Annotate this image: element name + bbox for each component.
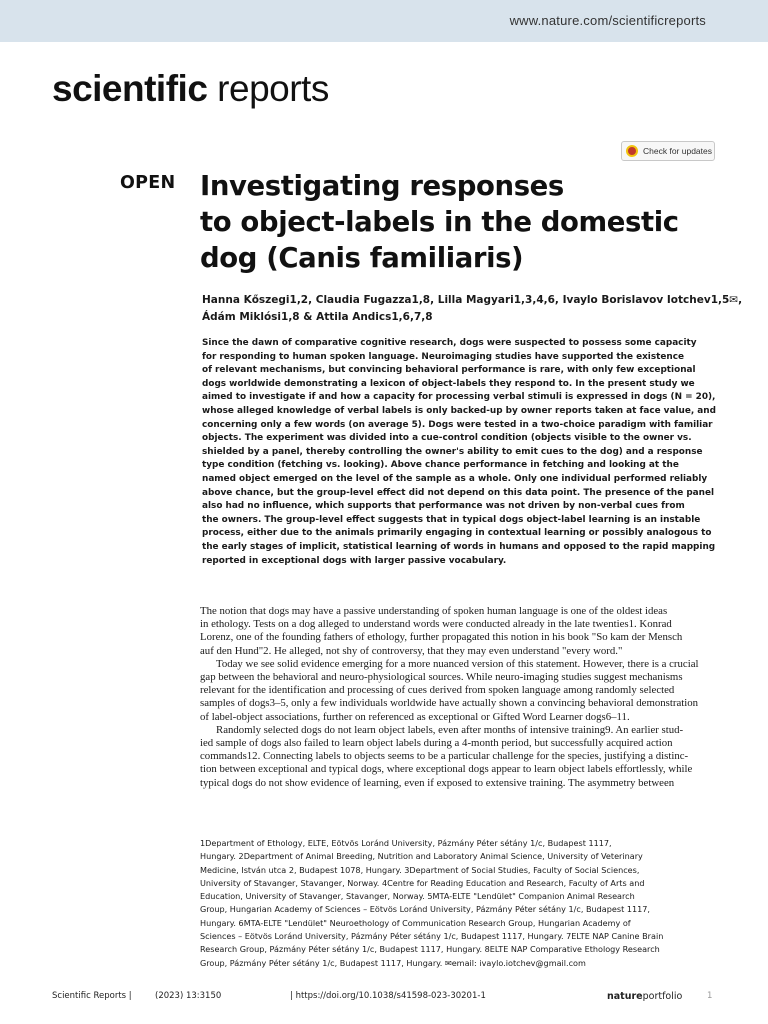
abstract-line: for responding to human spoken language. Neuroimaging studies have supported the existence xyxy=(202,351,684,362)
article-title xyxy=(200,168,720,276)
abstract-line: Since the dawn of comparative cognitive research, dogs were suspected to possess some capacity xyxy=(202,338,697,348)
author-list xyxy=(202,292,743,326)
journal-logo-bold: scientific xyxy=(52,68,208,109)
abstract-line: of relevant mechanisms, but convincing behavioral performance is rare, with only few exceptional xyxy=(202,365,696,376)
publisher-logo-bold: nature xyxy=(607,991,643,1002)
body-line: of label-object associations, further on referenced as exceptional or Gifted Word Learner dogs6–11. xyxy=(200,710,630,723)
affiliation-line: Education, University of Stavanger, Stavanger, Norway. 5MTA-ELTE "Lendület" Companion Animal Research xyxy=(200,891,635,902)
abstract-line: above chance, but the group-level effect did not depend on this data point. The presence of the panel xyxy=(202,487,715,498)
abstract-line: named object emerged on the level of the sample as a whole. Only one individual performed reliably xyxy=(202,473,708,484)
abstract-line: also had no influence, which supports that performance was not driven by non-verbal cues from xyxy=(202,501,685,512)
abstract-line: the owners. The group-level effect suggests that in typical dogs object-label learning is an instable xyxy=(202,514,701,525)
abstract-line: whose alleged knowledge of verbal labels is only backed-up by owner reports taken at face value, and xyxy=(202,405,716,416)
journal-logo xyxy=(52,68,329,110)
body-line: in ethology. Tests on a dog alleged to understand words were conducted already in the late twenties1. Konrad xyxy=(200,618,672,631)
abstract-line: dogs worldwide demonstrating a lexicon of object-labels they respond to. In the present study we xyxy=(202,378,695,389)
footer-volume: (2023) 13:3150 xyxy=(155,991,222,1001)
abstract-line: process, either due to the animals primarily engaging in contextual learning or possibly analogous to xyxy=(202,528,712,539)
journal-logo-light: reports xyxy=(207,68,329,109)
author-line[interactable]: Hanna Kőszegi1,2, Claudia Fugazza1,8, Lilla Magyari1,3,4,6, Ivaylo Borislavov Iotchev1,5✉, xyxy=(202,294,743,306)
page-number: 1 xyxy=(707,991,713,1001)
journal-url[interactable]: www.nature.com/scientificreports xyxy=(509,13,706,28)
affiliation-line: 1Department of Ethology, ELTE, Eötvös Loránd University, Pázmány Péter sétány 1/c, Budapest 1117, xyxy=(200,838,612,848)
page-footer xyxy=(52,991,717,1005)
body-line: Today we see solid evidence emerging for a more nuanced version of this statement. However, there is a crucial xyxy=(216,657,699,670)
body-line: Lorenz, one of the founding fathers of ethology, further propagated this notion in his book "So kam der Mensch xyxy=(200,631,683,644)
body-line: tion between exceptional and typical dogs, where exceptional dogs appear to learn object labels effortlessly, while xyxy=(200,763,693,776)
affiliation-line[interactable]: Group, Pázmány Péter sétány 1/c, Budapest 1117, Hungary. ✉email: ivaylo.iotchev@gmail.com xyxy=(200,957,586,968)
abstract-line: aimed to investigate if and how a capacity for processing verbal stimuli is expressed in dogs (N = 20), xyxy=(202,392,716,403)
author-line[interactable]: Ádám Miklósi1,8 & Attila Andics1,6,7,8 xyxy=(202,311,433,323)
abstract-line: the early stages of implicit, statistical learning of words in humans and opposed to the rapid mapping xyxy=(202,541,716,552)
affiliation-line: Sciences – Eötvös Loránd University, Pázmány Péter sétány 1/c, Budapest 1117, Hungary. 7ELTE NAP Canine Brain xyxy=(200,931,664,942)
publisher-logo xyxy=(607,991,682,1002)
body-line: Randomly selected dogs do not learn object labels, even after months of intensive training9. An earlier stud- xyxy=(216,723,684,736)
abstract-line: objects. The experiment was divided into a cue-control condition (objects visible to the owner vs. xyxy=(202,433,692,444)
article-body xyxy=(200,605,716,790)
body-line: typical dogs do not show evidence of learning, even if exposed to extensive training. The asymmetry between xyxy=(200,776,675,789)
journal-header-bar xyxy=(0,0,768,42)
affiliation-line: Hungary. 2Department of Animal Breeding, Nutrition and Laboratory Animal Science, University of Veterinary xyxy=(200,851,643,862)
body-line: samples of dogs3–5, only a few individuals worldwide have actually shown a convincing behavioral demonstration xyxy=(200,697,699,710)
body-line: auf den Hund"2. He alleged, not shy of controversy, that they may even understand "every word." xyxy=(200,644,623,657)
affiliation-line: Medicine, István utca 2, Budapest 1078, Hungary. 3Department of Social Studies, Faculty of Social Sciences, xyxy=(200,864,640,875)
body-line: The notion that dogs may have a passive understanding of spoken human language is one of the oldest ideas xyxy=(200,605,668,617)
check-for-updates-button[interactable] xyxy=(621,141,715,161)
title-line: dog (Canis familiaris) xyxy=(200,242,524,274)
title-line: Investigating responses xyxy=(200,170,564,202)
footer-journal: Scientific Reports | xyxy=(52,991,132,1001)
affiliation-line: Group, Hungarian Academy of Sciences – Eötvös Loránd University, Pázmány Péter sétány 1/c, Budapest 1117, xyxy=(200,904,650,915)
footer-doi-link[interactable]: | https://doi.org/10.1038/s41598-023-30201-1 xyxy=(290,991,486,1001)
abstract-line: concerning only a few words (on average 5). Dogs were tested in a two-choice paradigm with familiar xyxy=(202,419,713,430)
body-line: ied sample of dogs also failed to learn object labels during a 4-month period, but successfully acquired action xyxy=(200,737,673,750)
affiliation-line: Hungary. 6MTA-ELTE "Lendület" Neuroethology of Communication Research Group, Hungarian Academy of xyxy=(200,917,631,928)
body-line: commands12. Connecting labels to objects seems to be a particular challenge for the species, justifying a distinc- xyxy=(200,750,689,763)
open-access-label: OPEN xyxy=(120,173,176,193)
body-line: relevant for the identification and processing of cues derived from spoken language among randomly selected xyxy=(200,684,675,697)
check-for-updates-label: Check for updates xyxy=(643,146,712,156)
affiliation-line: University of Stavanger, Stavanger, Norway. 4Centre for Reading Education and Research, Faculty of Arts and xyxy=(200,877,645,888)
affiliation-line: Research Group, Pázmány Péter sétány 1/c, Budapest 1117, Hungary. 8ELTE NAP Comparative Ethology Research xyxy=(200,944,660,955)
affiliations xyxy=(200,837,716,970)
abstract-line: shielded by a panel, thereby controlling the owner's ability to emit cues to the dog) and a response xyxy=(202,446,703,457)
title-line: to object-labels in the domestic xyxy=(200,206,679,238)
abstract-line: reported in exceptional dogs with larger passive vocabulary. xyxy=(202,555,507,566)
crossmark-icon xyxy=(626,145,638,157)
publisher-logo-light: portfolio xyxy=(642,991,683,1002)
abstract xyxy=(202,337,720,568)
body-line: gap between the behavioral and neuro-physiological sources. While neuro-imaging studies suggest mechanisms xyxy=(200,671,683,684)
abstract-line: type condition (fetching vs. looking). Above chance performance in fetching and looking at the xyxy=(202,460,679,471)
